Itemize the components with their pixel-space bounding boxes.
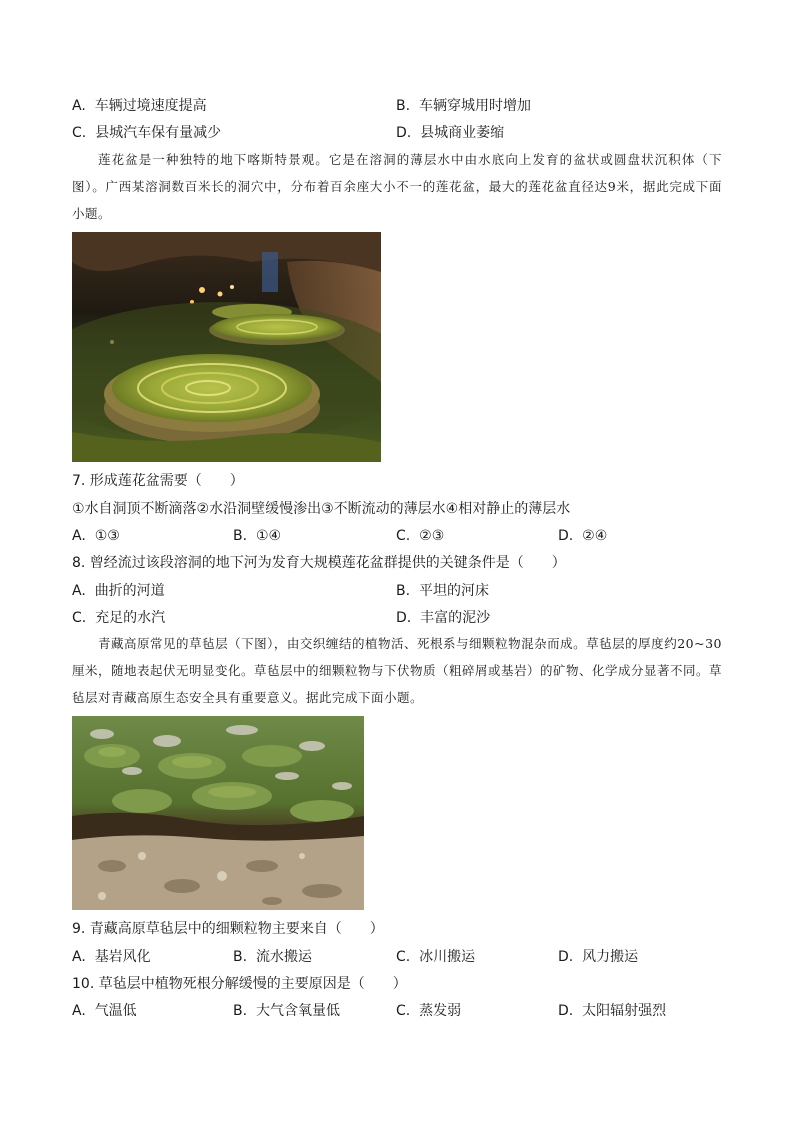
q10-option-b[interactable] bbox=[233, 1002, 340, 1020]
q9-option-b[interactable] bbox=[233, 948, 312, 966]
q10-option-d[interactable] bbox=[558, 1002, 666, 1020]
option-text: ①④ bbox=[255, 528, 282, 544]
option-letter: A. bbox=[72, 528, 86, 544]
option-letter: D. bbox=[558, 1003, 574, 1019]
q9-stem: 9. 青藏高原草毡层中的细颗粒物主要来自（ ） bbox=[72, 921, 384, 937]
option-letter: C. bbox=[72, 125, 87, 141]
q7-option-b[interactable] bbox=[233, 527, 281, 545]
lotus-basin-cave-photo bbox=[72, 232, 381, 462]
q9-option-d[interactable] bbox=[558, 948, 638, 966]
q7-option-a[interactable] bbox=[72, 527, 120, 545]
option-text: 大气含氧量低 bbox=[255, 1003, 340, 1019]
option-text: 县城汽车保有量减少 bbox=[95, 125, 222, 141]
q8-option-b[interactable] bbox=[396, 582, 489, 600]
q8-option-a[interactable] bbox=[72, 582, 165, 600]
option-text: 冰川搬运 bbox=[419, 949, 476, 965]
option-letter: B. bbox=[233, 949, 248, 965]
option-letter: A. bbox=[72, 583, 86, 599]
passage-lotus-basin: 莲花盆是一种独特的地下喀斯特景观。它是在溶洞的薄层水中由水底向上发育的盆状或圆盘状沉积体（下图）。广西某溶洞数百米长的洞穴中，分布着百余座大小不一的莲花盆，最大的莲花盆直径达9米，据此完成下面小题。 bbox=[72, 152, 722, 221]
option-text: 车辆穿城用时增加 bbox=[418, 98, 531, 114]
option-letter: B. bbox=[233, 1003, 248, 1019]
option-letter: B. bbox=[233, 528, 248, 544]
option-letter: C. bbox=[396, 528, 411, 544]
option-letter: C. bbox=[72, 610, 87, 626]
q6-option-a[interactable] bbox=[72, 97, 207, 115]
option-text: 平坦的河床 bbox=[418, 583, 489, 599]
option-text: ①③ bbox=[94, 528, 120, 544]
option-letter: D. bbox=[558, 949, 574, 965]
q8-option-d[interactable] bbox=[396, 609, 490, 627]
option-letter: D. bbox=[396, 610, 412, 626]
option-letter: B. bbox=[396, 98, 411, 114]
alpine-turf-layer-photo bbox=[72, 716, 364, 910]
q10-stem: 10. 草毡层中植物死根分解缓慢的主要原因是（ ） bbox=[72, 976, 407, 992]
q8-stem: 8. 曾经流过该段溶洞的地下河为发育大规模莲花盆群提供的关键条件是（ ） bbox=[72, 555, 566, 571]
q10-option-c[interactable] bbox=[396, 1002, 461, 1020]
q9-option-c[interactable] bbox=[396, 948, 475, 966]
passage-turf-layer: 青藏高原常见的草毡层（下图），由交织缠结的植物活、死根系与细颗粒物混杂而成。草毡层的厚度约20~30厘米，随地表起伏无明显变化。草毡层中的细颗粒物与下伏物质（粗碎屑或基岩）的矿物、化学成分显著不同。草毡层对青藏高原生态安全具有重要意义。据此完成下面小题。 bbox=[72, 636, 723, 705]
option-letter: C. bbox=[396, 1003, 411, 1019]
q9-option-a[interactable] bbox=[72, 948, 151, 966]
option-text: 县城商业萎缩 bbox=[420, 125, 505, 141]
option-letter: A. bbox=[72, 949, 86, 965]
option-text: 风力搬运 bbox=[582, 949, 639, 965]
option-letter: A. bbox=[72, 1003, 86, 1019]
option-text: 车辆过境速度提高 bbox=[94, 98, 207, 114]
option-text: 太阳辐射强烈 bbox=[582, 1003, 667, 1019]
q8-option-c[interactable] bbox=[72, 609, 165, 627]
option-letter: D. bbox=[396, 125, 412, 141]
q7-stem: 7. 形成莲花盆需要（ ） bbox=[72, 473, 244, 489]
q6-option-c[interactable] bbox=[72, 124, 221, 142]
option-letter: B. bbox=[396, 583, 411, 599]
q10-option-a[interactable] bbox=[72, 1002, 137, 1020]
option-text: ②③ bbox=[419, 528, 445, 544]
q7-option-c[interactable] bbox=[396, 527, 444, 545]
q7-option-d[interactable] bbox=[558, 527, 607, 545]
option-text: 丰富的泥沙 bbox=[420, 610, 491, 626]
option-text: 蒸发弱 bbox=[419, 1003, 462, 1019]
option-letter: C. bbox=[396, 949, 411, 965]
option-text: 流水搬运 bbox=[255, 949, 312, 965]
option-text: 充足的水汽 bbox=[95, 610, 166, 626]
option-text: 气温低 bbox=[94, 1003, 137, 1019]
option-letter: D. bbox=[558, 528, 574, 544]
option-text: ②④ bbox=[582, 528, 608, 544]
option-text: 曲折的河道 bbox=[94, 583, 165, 599]
q6-option-b[interactable] bbox=[396, 97, 531, 115]
q6-option-d[interactable] bbox=[396, 124, 504, 142]
option-text: 基岩风化 bbox=[94, 949, 151, 965]
option-letter: A. bbox=[72, 98, 86, 114]
q7-conditions: ①水自洞顶不断滴落②水沿洞壁缓慢渗出③不断流动的薄层水④相对静止的薄层水 bbox=[72, 501, 571, 517]
